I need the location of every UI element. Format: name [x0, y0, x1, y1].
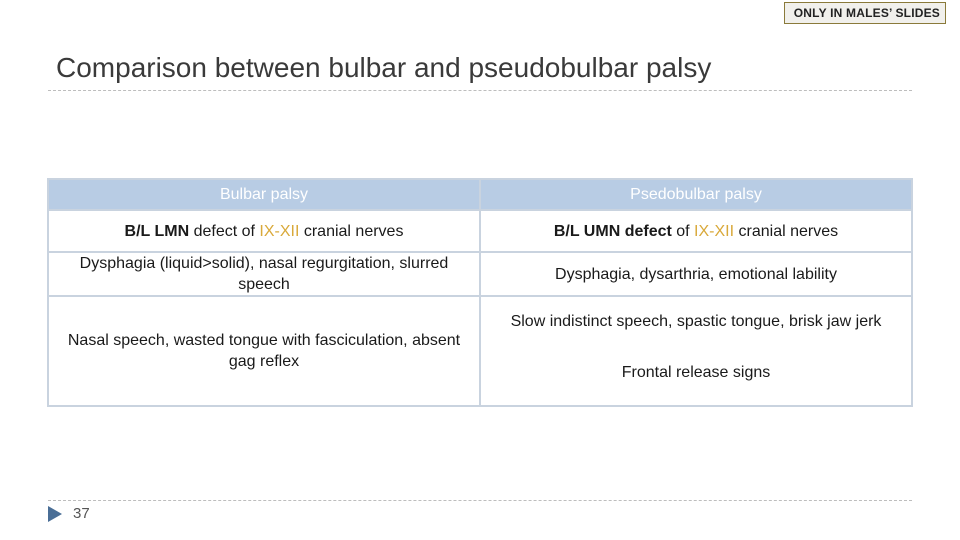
- males-slides-badge: ONLY IN MALES’ SLIDES: [784, 2, 946, 24]
- cell-bulbar-signs: Nasal speech, wasted tongue with fasciculation, absent gag reflex: [48, 296, 480, 406]
- bullet-arrow-icon: [48, 506, 62, 522]
- comparison-table: [47, 178, 913, 407]
- cell-pseudobulbar-signs: [480, 296, 912, 406]
- cell-text: defect of: [189, 222, 260, 240]
- cell-text: cranial nerves: [299, 222, 404, 240]
- cell-spacer: [487, 340, 905, 362]
- cell-bulbar-defect: [48, 210, 480, 252]
- table-row: [48, 296, 912, 406]
- nerve-range-highlight: IX-XII: [694, 222, 735, 240]
- cell-line: Frontal release signs: [621, 364, 771, 381]
- cell-bulbar-symptoms: Dysphagia (liquid>solid), nasal regurgitation, slurred speech: [48, 252, 480, 296]
- cell-bold-prefix: B/L UMN defect: [553, 222, 672, 240]
- cell-text: of: [671, 222, 695, 240]
- cell-pseudobulbar-symptoms: Dysphagia, dysarthria, emotional lability: [480, 252, 912, 296]
- footer-divider: [48, 500, 912, 501]
- table-row: [48, 210, 912, 252]
- cell-text: cranial nerves: [734, 222, 839, 240]
- table-header-row: [48, 179, 912, 210]
- title-divider: [48, 90, 912, 91]
- slide-number: 37: [73, 505, 90, 522]
- cell-pseudobulbar-defect: [480, 210, 912, 252]
- table-row: [48, 252, 912, 296]
- cell-line: Slow indistinct speech, spastic tongue, brisk jaw jerk: [510, 313, 882, 330]
- slide-title: Comparison between bulbar and pseudobulbar palsy: [56, 52, 712, 83]
- header-pseudobulbar: Psedobulbar palsy: [480, 179, 912, 210]
- header-bulbar: Bulbar palsy: [48, 179, 480, 210]
- cell-bold-prefix: B/L LMN: [124, 222, 190, 240]
- nerve-range-highlight: IX-XII: [259, 222, 300, 240]
